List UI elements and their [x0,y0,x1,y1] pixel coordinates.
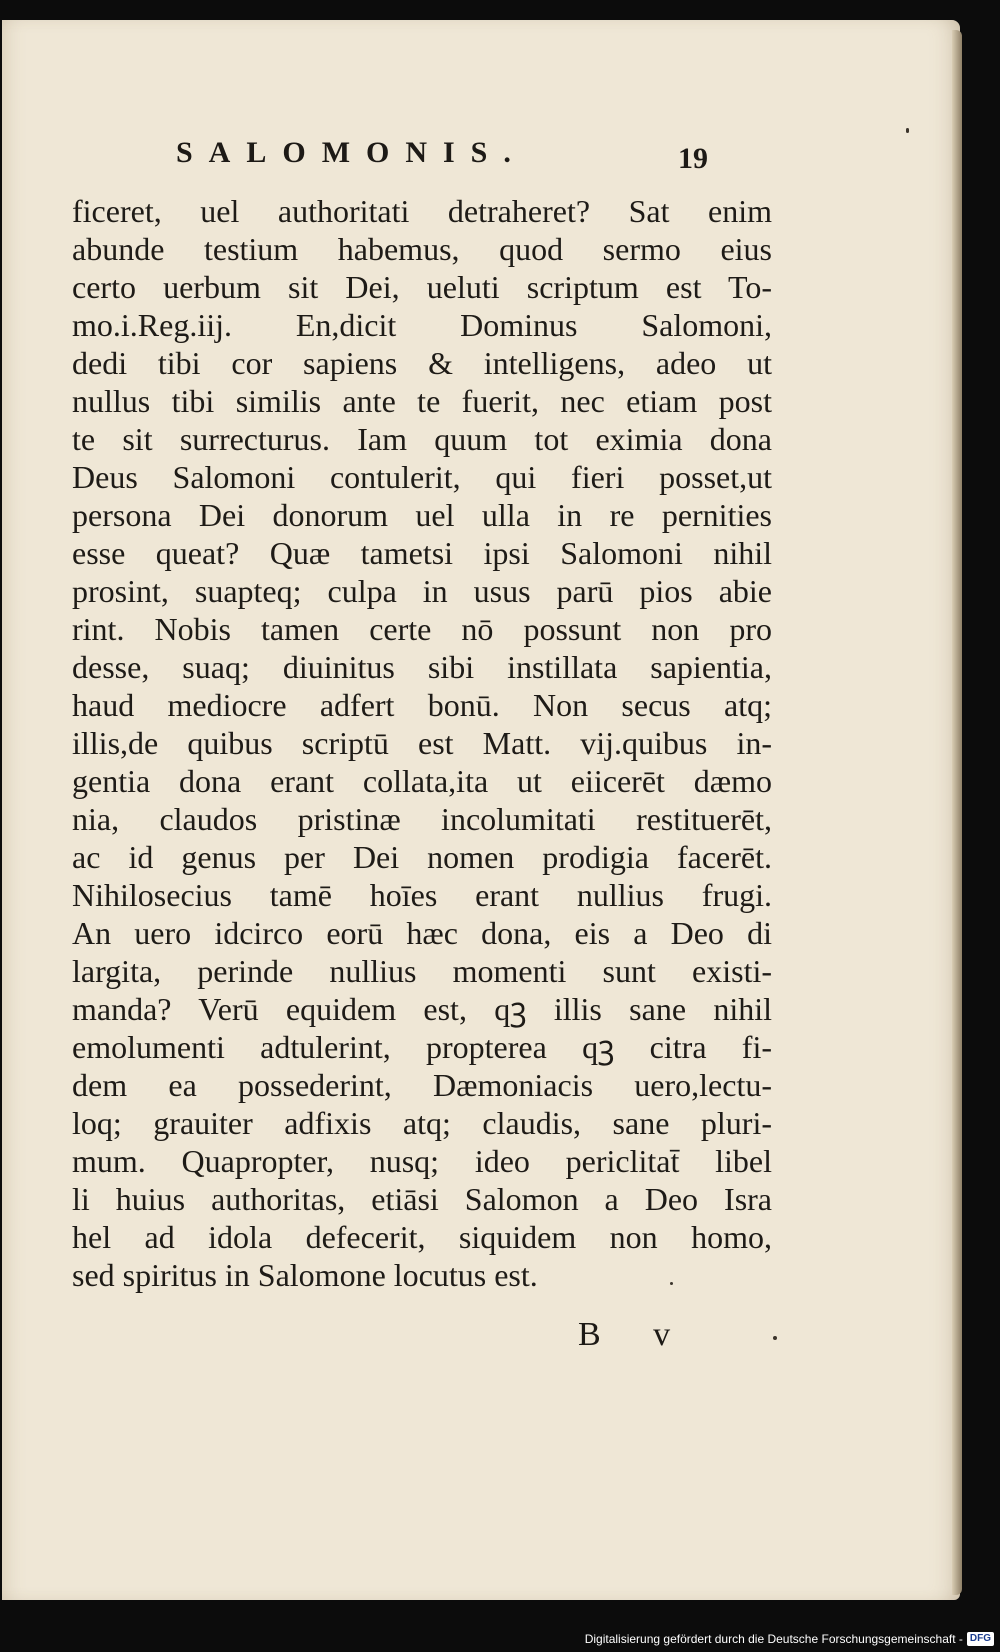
text-line: gentia dona erant collata,ita ut eiicerēt dæmo [72,763,772,799]
text-line: haud mediocre adfert bonū. Non secus atq; [72,687,772,723]
text-line: Nihilosecius tamē hoīes erant nullius frugi. [72,877,772,913]
text-line-last: sed spiritus in Salomone locutus est. [72,1257,538,1293]
text-line: abunde testium habemus, quod sermo eius [72,231,772,267]
digitization-credit [585,1630,994,1648]
text-line: manda? Verū equidem est, qꝫ illis sane nihil [72,991,772,1027]
text-line: rint. Nobis tamen certe nō possunt non pro [72,611,772,647]
text-line: nia, claudos pristinæ incolumitati restituerēt, [72,801,772,837]
dfg-logo: DFG [967,1632,994,1646]
text-line: nullus tibi similis ante te fuerit, nec etiam post [72,383,772,419]
text-line: emolumenti adtulerint, propterea qꝫ citra fi- [72,1029,772,1065]
text-line: mum. Quapropter, nusq; ideo periclitat̄ libel [72,1143,772,1179]
text-line: ficeret, uel authoritati detraheret? Sat enim [72,193,772,229]
paper-speck [906,128,909,133]
text-line: li huius authoritas, etiāsi Salomon a Deo Isra [72,1181,772,1217]
text-line: prosint, suapteq; culpa in usus parū pios abie [72,573,772,609]
running-head: SALOMONIS. [176,136,527,169]
text-line: persona Dei donorum uel ulla in re pernities [72,497,772,533]
text-line: mo.i.Reg.iij. En,dicit Dominus Salomoni, [72,307,772,343]
credit-text: Digitalisierung gefördert durch die Deutsche Forschungsgemeinschaft - [584,1632,963,1646]
text-line: dedi tibi cor sapiens & intelligens, adeo ut [72,345,772,381]
page-number: 19 [678,142,708,175]
text-line: dem ea possederint, Dæmoniacis uero,lectu- [72,1067,772,1103]
paper-speck [670,1282,673,1285]
text-line: largita, perinde nullius momenti sunt existi- [72,953,772,989]
body-text [72,192,772,1294]
text-line: illis,de quibus scriptū est Matt. vij.quibus in- [72,725,772,761]
text-line: ac id genus per Dei nomen prodigia facerēt. [72,839,772,875]
text-line: loq; grauiter adfixis atq; claudis, sane pluri- [72,1105,772,1141]
paper-speck [773,1336,777,1340]
text-line: te sit surrecturus. Iam quum tot eximia dona [72,421,772,457]
text-line: An uero idcirco eorū hæc dona, eis a Deo di [72,915,772,951]
text-line: esse queat? Quæ tametsi ipsi Salomoni nihil [72,535,772,571]
text-line: desse, suaq; diuinitus sibi instillata sapientia, [72,649,772,685]
text-line: Deus Salomoni contulerit, qui fieri posset,ut [72,459,772,495]
text-line: certo uerbum sit Dei, ueluti scriptum est To- [72,269,772,305]
text-line: hel ad idola defecerit, siquidem non homo, [72,1219,772,1255]
page-edge [952,30,962,1595]
signature-mark: B v [578,1316,693,1353]
